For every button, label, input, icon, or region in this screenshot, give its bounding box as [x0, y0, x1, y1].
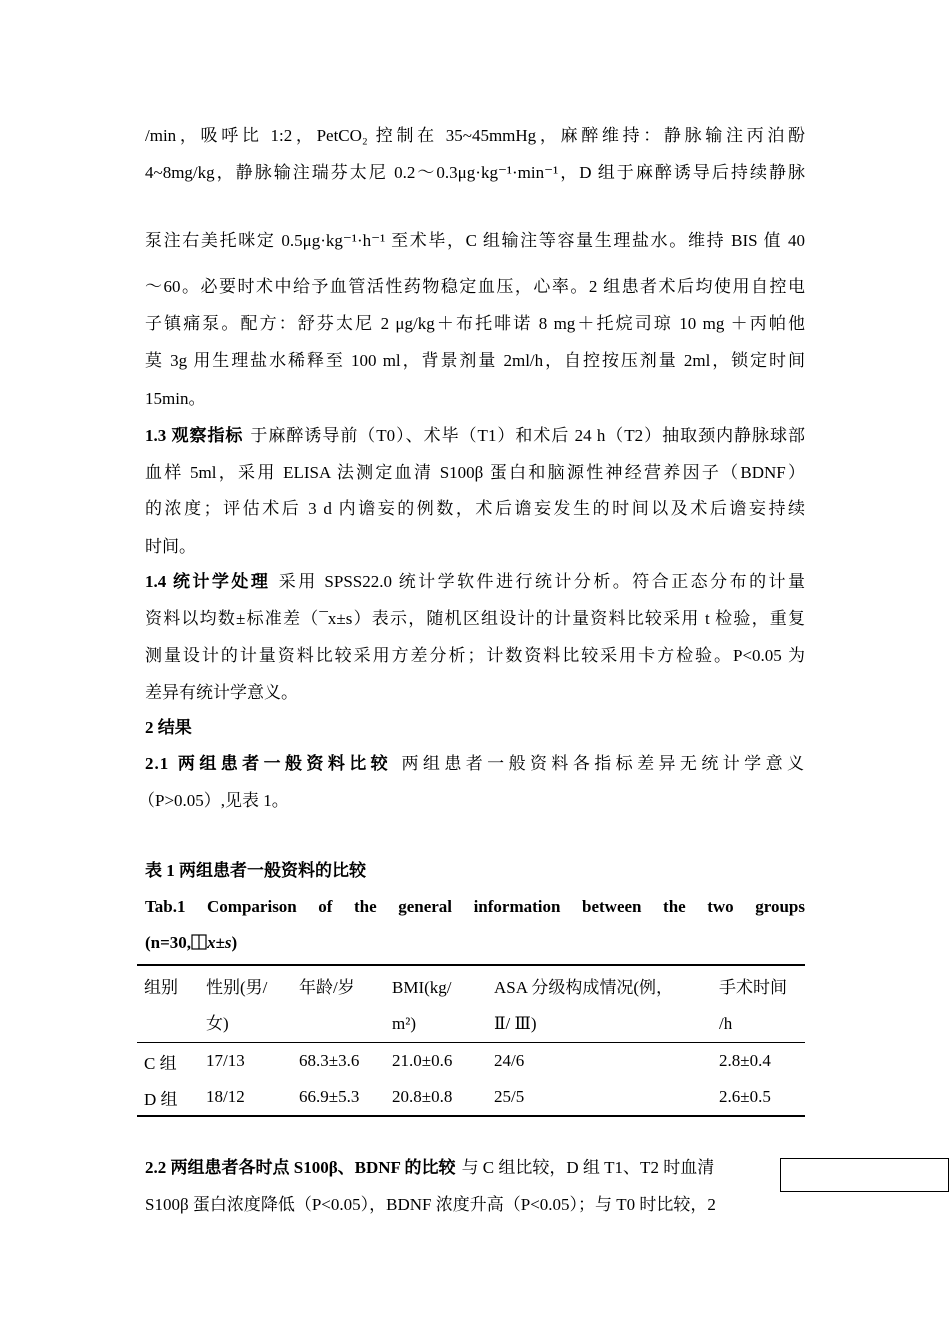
body-text-line: 15min。 — [145, 389, 206, 408]
body-text: 于麻醉诱导前（T0）、术毕（T1）和术后 24 h（T2）抽取颈内静脉球部 — [249, 426, 806, 445]
body-text-line: 泵注右美托咪定 0.5μg·kg⁻¹·h⁻¹ 至术毕，C 组输注等容量生理盐水。维持 BIS 值 40 — [145, 231, 805, 250]
section-1-4-first-line — [145, 571, 805, 593]
table-cell: 68.3±3.6 — [299, 1051, 360, 1070]
table-header-cell: BMI(kg/ m²) — [385, 965, 487, 1043]
table-header-cell: 组别 — [137, 965, 199, 1043]
body-text-line: 时间。 — [145, 537, 196, 556]
body-text: 两组患者一般资料各指标差异无统计学意义 — [398, 754, 806, 773]
body-text-line: （P>0.05）,见表 1。 — [138, 791, 289, 810]
section-heading: 1.3 观察指标 — [145, 426, 244, 445]
table-header-cell: 年龄/岁 — [292, 965, 385, 1043]
section-heading: 2.1 两组患者一般资料比较 — [145, 754, 393, 773]
table-header-row — [137, 965, 805, 1043]
body-text-line: 子镇痛泵。配方：舒芬太尼 2 μg/kg＋布托啡诺 8 mg＋托烷司琼 10 mg ＋丙帕他 — [145, 314, 805, 333]
body-text-line: 的浓度；评估术后 3 d 内谵妄的例数，术后谵妄发生的时间以及术后谵妄持续 — [145, 499, 805, 518]
table-cell: 18/12 — [206, 1087, 245, 1106]
general-info-table — [137, 964, 805, 1117]
table-cell: C 组 — [144, 1053, 177, 1073]
body-text: 与 C 组比较，D 组 T1、T2 时血清 — [461, 1158, 715, 1177]
table-cell: 21.0±0.6 — [392, 1051, 453, 1070]
table-caption-en: Tab.1 Comparison of the general information between the two groups — [145, 897, 805, 916]
table-cell: 2.6±0.5 — [719, 1087, 771, 1106]
table-cell: D 组 — [144, 1089, 178, 1109]
body-text-line: S100β 蛋白浓度降低（P<0.05），BDNF 浓度升高（P<0.05）；与 T0 时比较，2 — [145, 1195, 716, 1214]
section-heading: 2.2 两组患者各时点 S100β、BDNF 的比较 — [145, 1158, 456, 1177]
table-cell: 20.8±0.8 — [392, 1087, 453, 1106]
section-2-1-first-line — [145, 753, 805, 775]
section-heading: 1.4 统计学处理 — [145, 572, 271, 591]
body-text-line: 莫 3g 用生理盐水稀释至 100 ml，背景剂量 2ml/h，自控按压剂量 2ml，锁定时间 — [145, 351, 805, 370]
body-text-line: 差异有统计学意义。 — [145, 683, 298, 702]
table-caption-cn: 表 1 两组患者一般资料的比较 — [145, 861, 366, 880]
table-header-cell: ASA 分级构成情况(例， Ⅱ/ Ⅲ) — [487, 965, 712, 1043]
mean-bar-icon — [191, 934, 207, 950]
body-text-line: /min，吸呼比 1:2，PetCO₂ 控制在 35~45mmHg，麻醉维持：静脉输注丙泊酚 — [145, 126, 805, 145]
table-cell: 17/13 — [206, 1051, 245, 1070]
table-row — [137, 1079, 805, 1116]
section-heading: 2 结果 — [145, 718, 192, 737]
body-text-line: ～60。必要时术中给予血管活性药物稳定血压，心率。2 组患者术后均使用自控电 — [145, 277, 805, 296]
section-2-2-first-line — [145, 1157, 714, 1179]
body-text: 采用 SPSS22.0 统计学软件进行统计分析。符合正态分布的计量 — [276, 572, 805, 591]
table-cell: 66.9±5.3 — [299, 1087, 360, 1106]
table-cell: 2.8±0.4 — [719, 1051, 771, 1070]
table-row — [137, 1043, 805, 1080]
body-text-line: 测量设计的计量资料比较采用方差分析；计数资料比较采用卡方检验。P<0.05 为 — [145, 646, 805, 665]
table-cell: 25/5 — [494, 1087, 525, 1106]
body-text-line: 4~8mg/kg，静脉输注瑞芬太尼 0.2～0.3μg·kg⁻¹·min⁻¹，D 组于麻醉诱导后持续静脉 — [145, 163, 805, 182]
empty-outline-box — [780, 1158, 949, 1192]
body-text-line: 血样 5ml，采用 ELISA 法测定血清 S100β 蛋白和脑源性神经营养因子（BDNF） — [145, 463, 805, 482]
table-caption-en-cont: (n=30, x±s) — [145, 933, 238, 952]
table-header-cell: 手术时间 /h — [712, 965, 805, 1043]
body-text-line: 资料以均数±标准差（¯x±s）表示，随机区组设计的计量资料比较采用 t 检验，重复 — [145, 609, 805, 628]
section-1-3-first-line — [145, 425, 805, 447]
table-header-cell: 性别(男/ 女) — [199, 965, 292, 1043]
table-cell: 24/6 — [494, 1051, 525, 1070]
